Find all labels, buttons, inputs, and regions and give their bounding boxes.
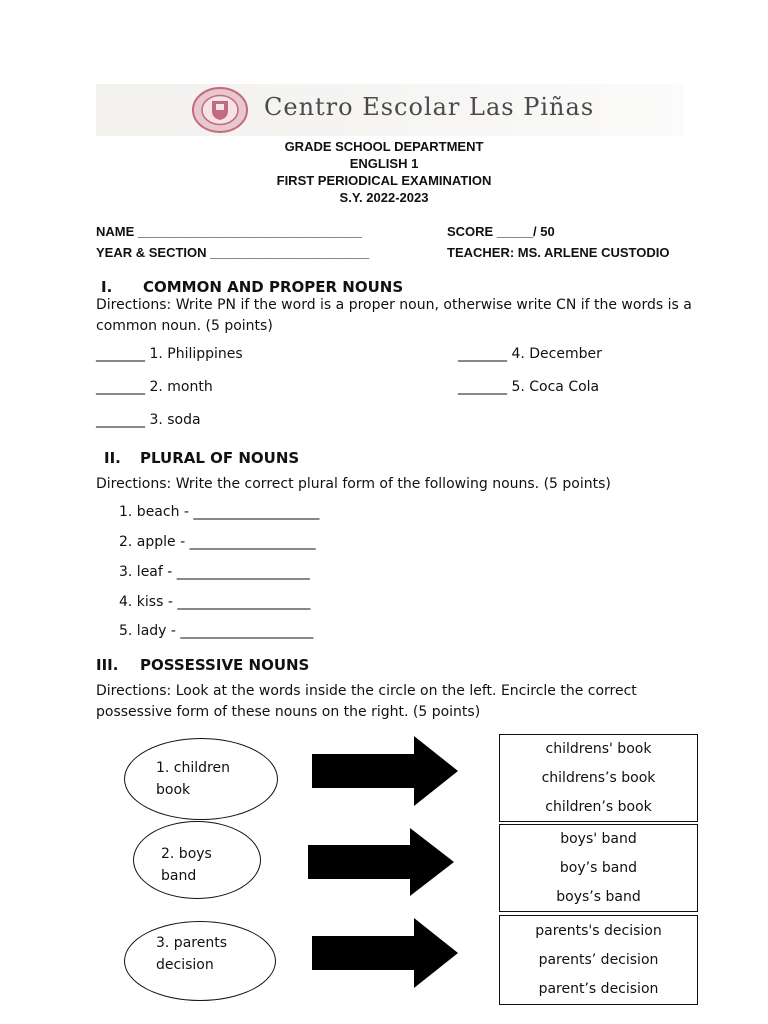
section1-directions: Directions: Write PN if the word is a proper noun, otherwise write CN if the words is a common noun. (5 points) xyxy=(96,297,692,334)
arrow-right-icon xyxy=(308,828,454,896)
noun-oval-1-text xyxy=(156,757,230,801)
section2-title xyxy=(104,449,299,467)
noun-3-line2: decision xyxy=(156,957,214,973)
section2-title-text: PLURAL OF NOUNS xyxy=(140,449,300,467)
option-1a[interactable]: childrens' book xyxy=(545,741,652,757)
section2-item-1: 1. beach - __________________ xyxy=(119,504,320,520)
arrow-right-icon xyxy=(312,736,458,806)
teacher-field: TEACHER: MS. ARLENE CUSTODIO xyxy=(447,245,670,260)
school-year-heading: S.Y. 2022-2023 xyxy=(339,190,429,205)
score-field: SCORE _____/ 50 xyxy=(447,224,555,239)
option-2a[interactable]: boys' band xyxy=(560,831,637,847)
noun-3-line1: 3. parents xyxy=(156,935,227,951)
option-3c[interactable]: parent’s decision xyxy=(538,981,659,997)
department-heading: GRADE SCHOOL DEPARTMENT xyxy=(284,139,484,154)
section2-item-4: 4. kiss - ___________________ xyxy=(119,594,311,610)
year-section-field: YEAR & SECTION ______________________ xyxy=(96,245,370,260)
option-1c[interactable]: children’s book xyxy=(545,799,652,815)
section1-item-1: _______ 1. Philippines xyxy=(96,346,243,362)
section1-title-text: COMMON AND PROPER NOUNS xyxy=(143,278,404,296)
option-2b[interactable]: boy’s band xyxy=(559,860,638,876)
school-banner xyxy=(96,84,684,136)
option-3a[interactable]: parents's decision xyxy=(535,923,662,939)
section1-item-5: _______ 5. Coca Cola xyxy=(458,379,600,395)
arrow-right-icon xyxy=(312,918,458,988)
section1-item-4: _______ 4. December xyxy=(458,346,602,362)
name-field: NAME _______________________________ xyxy=(96,224,363,239)
option-3b[interactable]: parents’ decision xyxy=(538,952,659,968)
section2-item-2: 2. apple - __________________ xyxy=(119,534,316,550)
noun-1-line1: 1. children xyxy=(156,760,230,776)
subject-heading: ENGLISH 1 xyxy=(349,156,419,171)
section2-number: II. xyxy=(104,449,121,467)
school-seal-icon xyxy=(192,87,248,133)
section3-title xyxy=(96,656,309,674)
noun-1-line2: book xyxy=(156,782,191,798)
section2-item-5: 5. lady - ___________________ xyxy=(119,623,314,639)
option-2c[interactable]: boys’s band xyxy=(556,889,641,905)
noun-oval-2-text xyxy=(161,843,212,887)
section2-directions: Directions: Write the correct plural form of the following nouns. (5 points) xyxy=(96,476,611,492)
noun-2-line2: band xyxy=(161,868,197,884)
section1-item-3: _______ 3. soda xyxy=(96,412,201,428)
section3-directions: Directions: Look at the words inside the circle on the left. Encircle the correct possessive form of these nouns on the right. (5 points) xyxy=(96,683,637,720)
section3-title-text: POSSESSIVE NOUNS xyxy=(140,656,310,674)
section3-number: III. xyxy=(96,656,119,674)
noun-2-line1: 2. boys xyxy=(161,846,212,862)
section1-number: I. xyxy=(101,278,113,296)
section2-item-3: 3. leaf - ___________________ xyxy=(119,564,310,580)
school-name: Centro Escolar Las Piñas xyxy=(264,93,595,121)
exam-heading: FIRST PERIODICAL EXAMINATION xyxy=(276,173,492,188)
noun-oval-3-text xyxy=(156,932,227,976)
section1-title xyxy=(101,278,403,296)
option-1b[interactable]: childrens’s book xyxy=(541,770,656,786)
section1-item-2: _______ 2. month xyxy=(96,379,213,395)
